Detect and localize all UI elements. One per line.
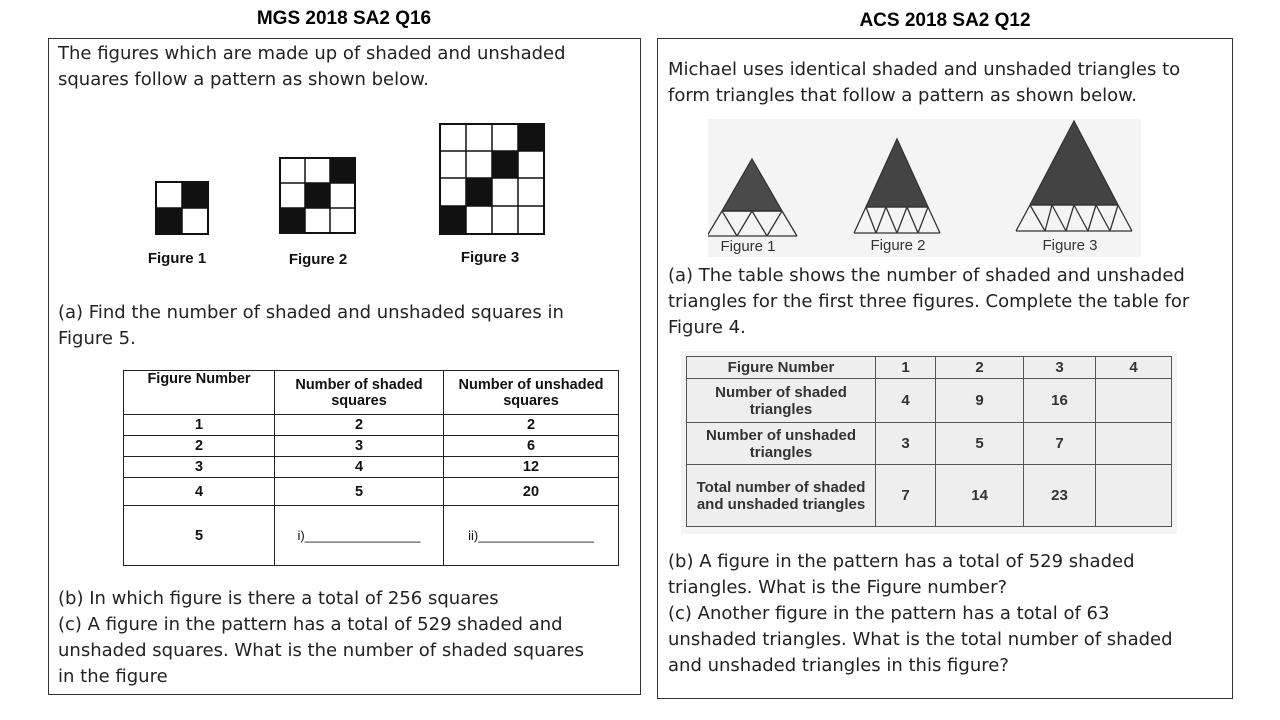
right-part-b-text: [668, 549, 1135, 601]
triangle-count-table: [686, 356, 1172, 527]
triangle-table-cell: 4: [876, 379, 936, 423]
square-figure-2-label: Figure 2: [288, 251, 348, 268]
triangle-table-header-cell: 4: [1096, 357, 1172, 379]
triangle-figure-1: [708, 159, 797, 236]
right-part-b-line-1: (b) A figure in the pattern has a total of 529 shaded: [668, 551, 1135, 572]
left-part-c-text: [58, 612, 584, 690]
square-table-cell: 3: [275, 436, 444, 457]
square-figure-1-label: Figure 1: [147, 250, 207, 267]
square-table-header-cell: Figure Number: [124, 371, 275, 415]
triangle-table-row: [687, 379, 1172, 423]
triangle-table-row-label: Number of unshaded triangles: [687, 423, 876, 465]
left-part-b-line: (b) In which figure is there a total of 256 squares: [58, 588, 499, 609]
square-table-cell: 5: [275, 478, 444, 506]
square-figure-2: [280, 158, 355, 233]
square-table-row: [124, 457, 619, 478]
right-part-a-line-2: triangles for the first three figures. Complete the table for: [668, 291, 1190, 312]
square-figure-3-label: Figure 3: [460, 249, 520, 266]
triangle-answer-cell[interactable]: [1096, 379, 1172, 423]
square-table-answer-row: [124, 506, 619, 566]
square-table-cell: 3: [124, 457, 275, 478]
square-table-header-cell: Number of shaded squares: [275, 371, 444, 415]
triangle-table-row: [687, 465, 1172, 527]
triangle-table-row: [687, 423, 1172, 465]
triangle-table-cell: 7: [876, 465, 936, 527]
right-heading: ACS 2018 SA2 Q12: [859, 10, 1031, 31]
triangle-table-cell: 5: [936, 423, 1024, 465]
triangle-figure-2-label: Figure 2: [870, 237, 926, 254]
square-table-cell: 1: [124, 415, 275, 436]
right-part-c-text: [668, 601, 1173, 679]
triangle-table-row-label: Number of shaded triangles: [687, 379, 876, 423]
right-intro-text: [668, 57, 1180, 109]
triangle-table-header-cell: 2: [936, 357, 1024, 379]
triangle-table-cell: 7: [1023, 423, 1095, 465]
square-table-row: [124, 415, 619, 436]
right-part-c-line-3: and unshaded triangles in this figure?: [668, 655, 1009, 676]
right-part-b-line-2: triangles. What is the Figure number?: [668, 577, 1008, 598]
right-part-c-line-2: unshaded triangles. What is the total number of shaded: [668, 629, 1173, 650]
square-table-row: [124, 478, 619, 506]
square-table-header-cell: Number of unshaded squares: [444, 371, 619, 415]
square-table-cell: 2: [275, 415, 444, 436]
square-figure-1: [156, 182, 208, 234]
left-part-c-line-3: in the figure: [58, 666, 168, 687]
square-figure-3: [440, 124, 544, 234]
answer-blank-ii[interactable]: ii)________________: [444, 506, 619, 566]
square-table-row: [124, 436, 619, 457]
square-count-table: [123, 370, 619, 566]
triangle-table-header-cell: Figure Number: [687, 357, 876, 379]
right-part-c-line-1: (c) Another figure in the pattern has a total of 63: [668, 603, 1110, 624]
triangle-table-header-row: [687, 357, 1172, 379]
left-part-a-line-2: Figure 5.: [58, 328, 136, 349]
square-table-cell: 20: [444, 478, 619, 506]
triangle-table-cell: 9: [936, 379, 1024, 423]
left-part-a-text: [58, 300, 564, 352]
left-heading: MGS 2018 SA2 Q16: [256, 8, 432, 29]
answer-blank-i[interactable]: i)________________: [275, 506, 444, 566]
left-part-b-text: [58, 586, 499, 612]
triangle-figure-3: [1016, 121, 1132, 231]
triangle-pattern-figures: [708, 119, 1141, 257]
triangle-figure-3-label: Figure 3: [1042, 237, 1098, 254]
triangle-answer-cell[interactable]: [1096, 465, 1172, 527]
left-part-c-line-2: unshaded squares. What is the number of shaded squares: [58, 640, 585, 661]
triangle-figure-2: [854, 139, 940, 233]
square-table-cell: 4: [275, 457, 444, 478]
square-table-header-row: [124, 371, 619, 415]
triangle-table-cell: 3: [876, 423, 936, 465]
triangle-table-cell: 16: [1023, 379, 1095, 423]
right-intro-line-1: Michael uses identical shaded and unshaded triangles to: [668, 59, 1181, 80]
square-pattern-figures: [130, 118, 590, 278]
triangle-table-cell: 23: [1023, 465, 1095, 527]
square-table-cell: 5: [124, 506, 275, 566]
triangle-table-header-cell: 3: [1023, 357, 1095, 379]
square-table-cell: 4: [124, 478, 275, 506]
right-part-a-line-3: Figure 4.: [668, 317, 746, 338]
triangle-answer-cell[interactable]: [1096, 423, 1172, 465]
right-part-a-text: [668, 263, 1189, 341]
left-part-a-line-1: (a) Find the number of shaded and unshaded squares in: [58, 302, 564, 323]
square-table-cell: 6: [444, 436, 619, 457]
left-intro-line-1: The figures which are made up of shaded and unshaded: [58, 43, 566, 64]
right-part-a-line-1: (a) The table shows the number of shaded and unshaded: [668, 265, 1185, 286]
triangle-table-cell: 14: [936, 465, 1024, 527]
left-intro-text: [58, 41, 566, 93]
square-table-cell: 2: [124, 436, 275, 457]
square-table-cell: 2: [444, 415, 619, 436]
square-table-cell: 12: [444, 457, 619, 478]
left-intro-line-2: squares follow a pattern as shown below.: [58, 69, 429, 90]
triangle-figure-1-label: Figure 1: [720, 238, 776, 255]
right-intro-line-2: form triangles that follow a pattern as shown below.: [668, 85, 1137, 106]
triangle-table-row-label: Total number of shaded and unshaded triangles: [687, 465, 876, 527]
left-part-c-line-1: (c) A figure in the pattern has a total of 529 shaded and: [58, 614, 563, 635]
triangle-table-header-cell: 1: [876, 357, 936, 379]
